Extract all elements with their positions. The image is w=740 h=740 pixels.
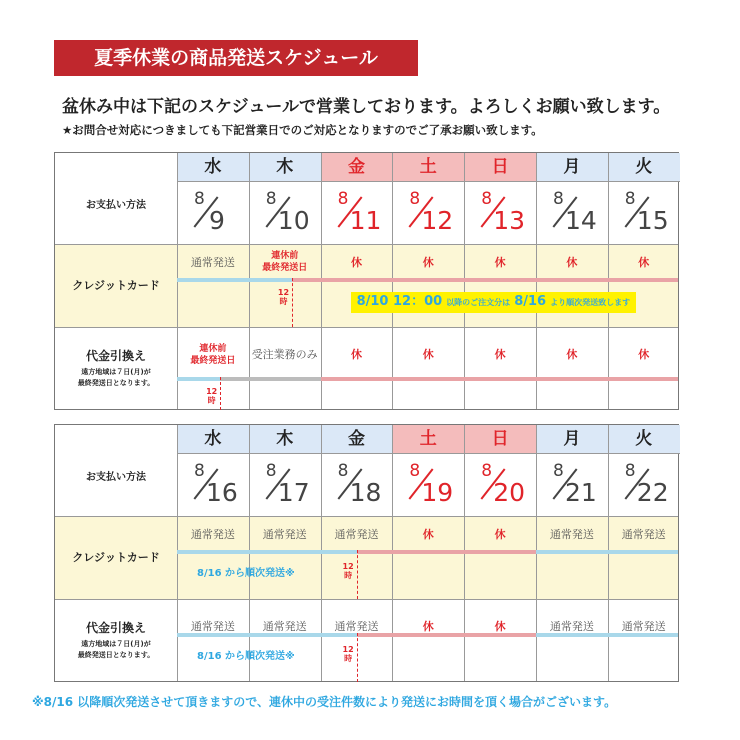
status-text: 休 — [638, 348, 650, 361]
noon-marker: 12 時 — [342, 645, 354, 663]
status-text: 受注業務のみ — [251, 348, 318, 361]
card-label: クレジットカード — [72, 551, 160, 564]
date-cell — [392, 453, 464, 516]
date-month: 8 — [337, 461, 349, 481]
date-month: 8 — [624, 461, 636, 481]
date-cell — [321, 181, 393, 244]
schedule-week-1 — [54, 152, 679, 410]
noon-marker: 12 時 — [277, 288, 290, 306]
status-text: 休 — [422, 528, 434, 541]
card-bar-shipping-2 — [536, 550, 678, 554]
noon-dashline — [220, 377, 221, 410]
grid-hline — [177, 181, 680, 182]
date-day: 9 — [209, 206, 225, 235]
payment-label: お支払い方法 — [86, 200, 146, 211]
date-day: 13 — [493, 206, 525, 235]
date-day: 17 — [277, 478, 310, 507]
cod-bar-order-only — [220, 377, 321, 381]
grid-hline — [55, 244, 678, 245]
status-text: 通常発送 — [262, 528, 307, 541]
status-text: 休 — [422, 348, 434, 361]
page-title: 夏季休業の商品発送スケジュール — [54, 40, 418, 76]
cod-note: 遠方地域は７日(月)が 最終発送日となります。 — [77, 640, 155, 659]
date-month: 8 — [553, 461, 564, 481]
date-day: 22 — [636, 478, 669, 507]
notice-time: 8/10 12：00 — [356, 294, 443, 309]
notice-mid: 以降のご注文分は — [446, 298, 511, 307]
date-cell — [249, 453, 321, 516]
day-header: 木 — [249, 425, 321, 453]
cod-bar-shipping — [177, 377, 220, 381]
day-header: 日 — [464, 425, 536, 453]
date-month: 8 — [194, 461, 205, 481]
notice-text: ★お問合せ対応につきましても下記営業日でのご対応となりますのでご了承お願い致します。 — [62, 123, 543, 137]
date-day: 14 — [565, 206, 597, 235]
payment-label: お支払い方法 — [86, 472, 146, 483]
cod-label: 代金引換え — [85, 349, 146, 363]
status-text: 休 — [350, 256, 362, 269]
schedule-week-2 — [54, 424, 679, 682]
date-cell — [536, 181, 608, 244]
notice-end: より順次発送致します — [550, 298, 631, 307]
status-text: 通常発送 — [621, 528, 666, 541]
noon-dashline — [292, 278, 293, 327]
notice-date: 8/16 — [514, 294, 547, 309]
date-cell — [464, 181, 536, 244]
status-text: 通常発送 — [190, 620, 235, 633]
intro-text: 盆休み中は下記のスケジュールで営業しております。よろしくお願い致します。 — [62, 97, 671, 117]
date-day: 21 — [565, 478, 597, 507]
day-header: 水 — [177, 425, 249, 453]
cod-bar-closed — [357, 633, 537, 637]
day-header: 火 — [608, 425, 680, 453]
date-month: 8 — [409, 461, 421, 481]
status-text: 通常発送 — [190, 256, 235, 269]
date-cell — [536, 453, 608, 516]
date-day: 11 — [349, 206, 382, 235]
date-day: 15 — [636, 206, 669, 235]
date-month: 8 — [553, 189, 564, 209]
date-cell — [608, 453, 680, 516]
date-month: 8 — [409, 189, 421, 209]
card-bar-shipping — [177, 278, 292, 282]
status-text: 休 — [422, 256, 434, 269]
date-cell — [249, 181, 321, 244]
status-text: 休 — [494, 348, 506, 361]
status-text: 休 — [566, 348, 578, 361]
status-text: 連休前 最終発送日 — [190, 344, 236, 366]
date-day: 19 — [421, 478, 454, 507]
card-bar-shipping — [177, 550, 357, 554]
status-text: 休 — [422, 620, 434, 633]
date-month: 8 — [337, 189, 349, 209]
card-bar-closed — [292, 278, 678, 282]
cod-restart-note: 8/16 から順次発送※ — [197, 651, 295, 662]
date-cell — [608, 181, 680, 244]
date-month: 8 — [265, 189, 277, 209]
date-month: 8 — [624, 189, 636, 209]
date-cell — [177, 181, 249, 244]
cod-bar-closed — [321, 377, 678, 381]
date-day: 16 — [206, 478, 238, 507]
status-text: 通常発送 — [334, 528, 379, 541]
date-cell — [321, 453, 393, 516]
cod-label: 代金引換え — [85, 621, 146, 635]
date-cell — [464, 453, 536, 516]
date-day: 18 — [349, 478, 382, 507]
date-cell — [177, 453, 249, 516]
date-day: 10 — [277, 206, 310, 235]
cod-note: 遠方地域は７日(月)が 最終発送日となります。 — [77, 368, 155, 387]
status-text: 休 — [494, 528, 506, 541]
date-month: 8 — [481, 461, 493, 481]
day-header: 火 — [608, 153, 680, 181]
noon-marker: 12 時 — [342, 562, 354, 580]
date-cell — [392, 181, 464, 244]
cod-bar-shipping-2 — [536, 633, 678, 637]
date-day: 20 — [493, 478, 525, 507]
status-text: 通常発送 — [549, 620, 594, 633]
card-bar-closed — [357, 550, 537, 554]
grid-hline — [55, 516, 678, 517]
day-header: 月 — [536, 425, 608, 453]
grid-hline — [177, 453, 680, 454]
status-text: 通常発送 — [549, 528, 594, 541]
date-month: 8 — [481, 189, 493, 209]
noon-marker: 12 時 — [206, 387, 218, 405]
day-header: 土 — [392, 153, 464, 181]
status-text: 休 — [638, 256, 650, 269]
card-notice — [351, 292, 636, 313]
day-header: 金 — [321, 425, 393, 453]
noon-dashline — [357, 633, 358, 682]
status-text: 休 — [566, 256, 578, 269]
day-header: 日 — [464, 153, 536, 181]
card-restart-note: 8/16 から順次発送※ — [197, 568, 295, 579]
status-text: 通常発送 — [190, 528, 235, 541]
status-text: 休 — [494, 256, 506, 269]
grid-hline — [55, 327, 678, 328]
noon-dashline — [357, 550, 358, 599]
footer-note: ※8/16 以降順次発送させて頂きますので、連休中の受注件数により発送にお時間を頂く場合がございます。 — [32, 695, 617, 709]
date-day: 12 — [421, 206, 454, 235]
date-month: 8 — [265, 461, 277, 481]
day-header: 土 — [392, 425, 464, 453]
status-text: 通常発送 — [262, 620, 307, 633]
status-text: 連休前 最終発送日 — [262, 251, 308, 273]
day-header: 金 — [321, 153, 393, 181]
card-label: クレジットカード — [72, 279, 160, 292]
date-month: 8 — [194, 189, 205, 209]
grid-hline — [55, 599, 678, 600]
status-text: 通常発送 — [621, 620, 666, 633]
day-header: 水 — [177, 153, 249, 181]
status-text: 通常発送 — [334, 620, 379, 633]
status-text: 休 — [494, 620, 506, 633]
status-text: 休 — [350, 348, 362, 361]
cod-bar-shipping — [177, 633, 357, 637]
day-header: 木 — [249, 153, 321, 181]
day-header: 月 — [536, 153, 608, 181]
